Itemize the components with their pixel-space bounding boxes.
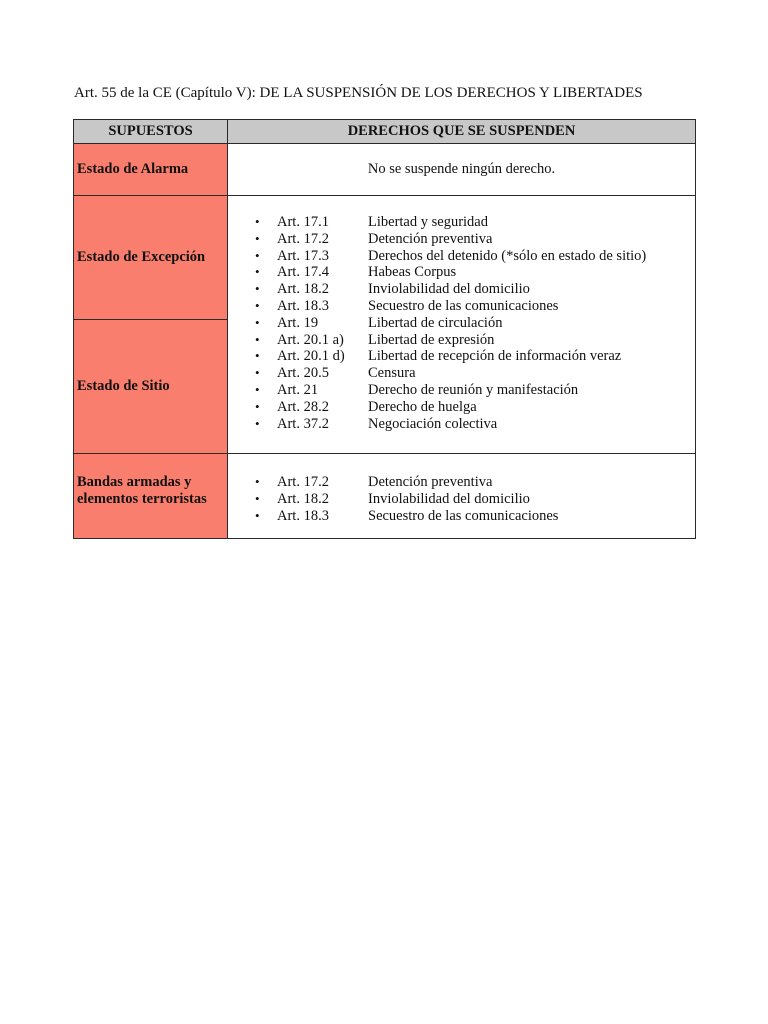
right-description: Derecho de huelga [368,398,477,415]
bullet-icon: • [255,297,260,313]
scenario-label-excepcion: Estado de Excepción [74,196,228,320]
list-item [228,214,695,231]
list-item [228,231,695,248]
right-description: Libertad y seguridad [368,214,488,230]
scenario-label-bandas-line1: Bandas armadas y [77,474,192,490]
article-number: Art. 18.2 [277,490,329,507]
scenario-label-alarma: Estado de Alarma [74,144,228,196]
scenario-label-bandas [74,454,228,539]
list-item [228,508,695,525]
table-row-bandas [74,454,696,539]
list-item [228,248,695,265]
list-item [228,399,695,416]
right-description: Negociación colectiva [368,415,498,432]
bullet-icon: • [255,230,260,246]
right-description: Derechos del detenido (*sólo en estado de sitio) [368,247,647,264]
header-derechos: DERECHOS QUE SE SUSPENDEN [228,120,696,144]
right-description: Libertad de circulación [368,314,503,331]
bullet-icon: • [255,398,260,414]
article-number: Art. 17.2 [277,474,329,490]
article-number: Art. 17.3 [277,247,329,264]
right-description: Derecho de reunión y manifestación [368,381,579,398]
bullet-icon: • [255,474,260,489]
bullet-icon: • [255,247,260,263]
list-item [228,298,695,315]
list-item [228,332,695,349]
scenario-label-bandas-line2: elementos terroristas [77,491,207,507]
bullet-icon: • [255,365,260,381]
right-description: Inviolabilidad del domicilio [368,490,530,507]
bullet-icon: • [255,507,260,523]
article-number: Art. 28.2 [277,398,329,415]
list-item [228,264,695,281]
page-title: Art. 55 de la CE (Capítulo V): DE LA SUSPENSIÓN DE LOS DERECHOS Y LIBERTADES [74,85,643,101]
bullet-icon: • [255,490,260,506]
list-item [228,382,695,399]
right-description: Secuestro de las comunicaciones [368,507,559,524]
list-item [228,365,695,382]
bullet-icon: • [255,415,260,431]
right-description: Censura [368,365,416,382]
table-row-excepcion [74,196,696,320]
article-number: Art. 18.2 [277,281,329,298]
shared-rights-list [228,214,695,432]
shared-rights-cell [228,196,696,454]
article-number: Art. 21 [277,381,319,398]
article-number: Art. 19 [277,314,319,331]
article-number: Art. 18.3 [277,507,329,524]
right-description: Libertad de recepción de información veraz [368,348,622,365]
right-description: Secuestro de las comunicaciones [368,297,559,314]
list-item [228,416,695,433]
table-header-row [74,120,696,144]
bullet-icon: • [255,214,260,229]
article-number: Art. 20.5 [277,365,329,382]
bullet-icon: • [255,264,260,280]
rights-suspension-table [73,119,696,539]
list-item [228,491,695,508]
list-item [228,281,695,298]
table-row-alarma [74,144,696,196]
right-description: Libertad de expresión [368,331,495,348]
right-description: Habeas Corpus [368,264,457,281]
article-number: Art. 17.4 [277,264,329,281]
right-description: Detención preventiva [368,474,493,490]
article-number: Art. 20.1 d) [277,348,345,365]
bandas-rights-cell [228,454,696,539]
article-number: Art. 17.1 [277,214,329,230]
article-number: Art. 20.1 a) [277,331,344,348]
list-item [228,348,695,365]
bullet-icon: • [255,281,260,297]
right-description: Inviolabilidad del domicilio [368,281,530,298]
bullet-icon: • [255,331,260,347]
list-item [228,315,695,332]
bullet-icon: • [255,348,260,364]
bandas-rights-list [228,474,695,524]
bullet-icon: • [255,314,260,330]
article-number: Art. 37.2 [277,415,329,432]
header-supuestos: SUPUESTOS [74,120,228,144]
article-number: Art. 17.2 [277,230,329,247]
alarma-rights-text: No se suspende ningún derecho. [228,144,696,196]
right-description: Detención preventiva [368,230,493,247]
bullet-icon: • [255,381,260,397]
scenario-label-sitio: Estado de Sitio [74,320,228,454]
list-item [228,474,695,491]
article-number: Art. 18.3 [277,297,329,314]
